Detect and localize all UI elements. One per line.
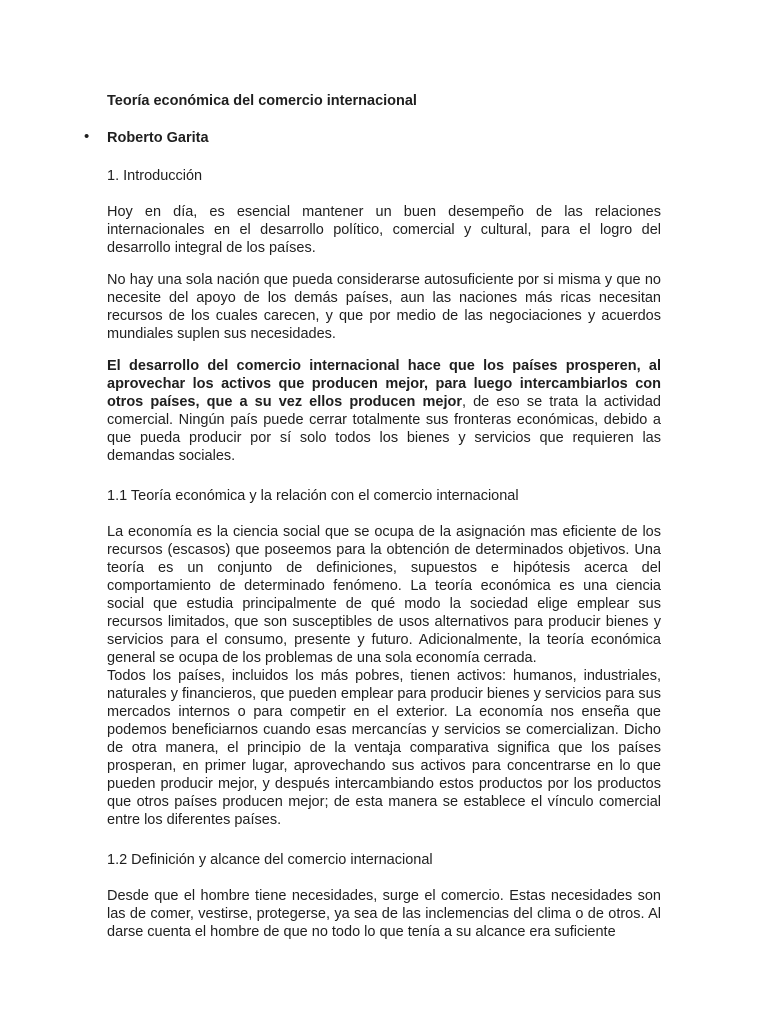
paragraph-1-1-a: La economía es la ciencia social que se ocupa de la asignación mas eficiente de los recursos (escasos) que poseemos para la obtención de determinados objetivos. Una teoría es un conjunto de definiciones, supuestos e hipótesis acerca del comportamiento de determinado fenómeno. La teoría económica es una ciencia social que estudia principalmente de qué modo la sociedad elige emplear sus recursos limitados, que son susceptibles de usos alternativos para producir bienes y servicios para el consumo, presente y futuro. Adicionalmente, la teoría económica general se ocupa de los problemas de una sola economía cerrada. [107,524,661,666]
document-title: Teoría económica del comercio internacional [107,93,417,109]
paragraph-intro-2: No hay una sola nación que pueda considerarse autosuficiente por si misma y que no necesite del apoyo de los demás países, aun las naciones más ricas necesitan recursos de los cuales carecen, y que por medio de las negociaciones y acuerdos mundiales suplen sus necesidades. [107,272,661,342]
section-heading-1-2: 1.2 Definición y alcance del comercio internacional [107,852,433,868]
author-name: Roberto Garita [107,130,209,146]
section-heading-1-1: 1.1 Teoría económica y la relación con el comercio internacional [107,488,519,504]
paragraph-1-2-a: Desde que el hombre tiene necesidades, surge el comercio. Estas necesidades son las de comer, vestirse, protegerse, ya sea de las inclemencias del clima o de otros. Al darse cuenta el hombre de que no todo lo que tenía a su alcance era suficiente [107,888,661,940]
paragraph-intro-3-rest: , de eso se trata la actividad comercial. Ningún país puede cerrar totalmente sus fronteras económicas, debido a que pueda producir por sí solo todos los bienes y servicios que requieren las demandas sociales. [107,394,661,464]
paragraph-intro-1: Hoy en día, es esencial mantener un buen desempeño de las relaciones internacionales en el desarrollo político, comercial y cultural, para el logro del desarrollo integral de los países. [107,204,661,256]
paragraph-1-1-b: Todos los países, incluidos los más pobres, tienen activos: humanos, industriales, naturales y financieros, que pueden emplear para producir bienes y servicios para sus mercados internos o para competir en el exterior. La economía nos enseña que podemos beneficiarnos cuando esas mercancías y servicios se comercializan. Dicho de otra manera, el principio de la ventaja comparativa significa que los países prosperan, en primer lugar, aprovechando sus activos para concentrarse en lo que pueden producir mejor, y después intercambiando estos productos por los productos que otros países producen mejor; de esta manera se establece el vínculo comercial entre los diferentes países. [107,668,661,828]
section-heading-introduccion: 1. Introducción [107,168,203,184]
author-list-item [84,128,661,147]
paragraph-intro-3-bold: El desarrollo del comercio internacional hace que los países prosperen, al aprovechar los activos que producen mejor, para luego intercambiarlos con otros países, que a su vez ellos producen mejor [107,358,661,410]
bullet-icon: • [84,128,90,145]
paragraph-intro-3 [107,357,661,465]
document-body [84,92,661,955]
